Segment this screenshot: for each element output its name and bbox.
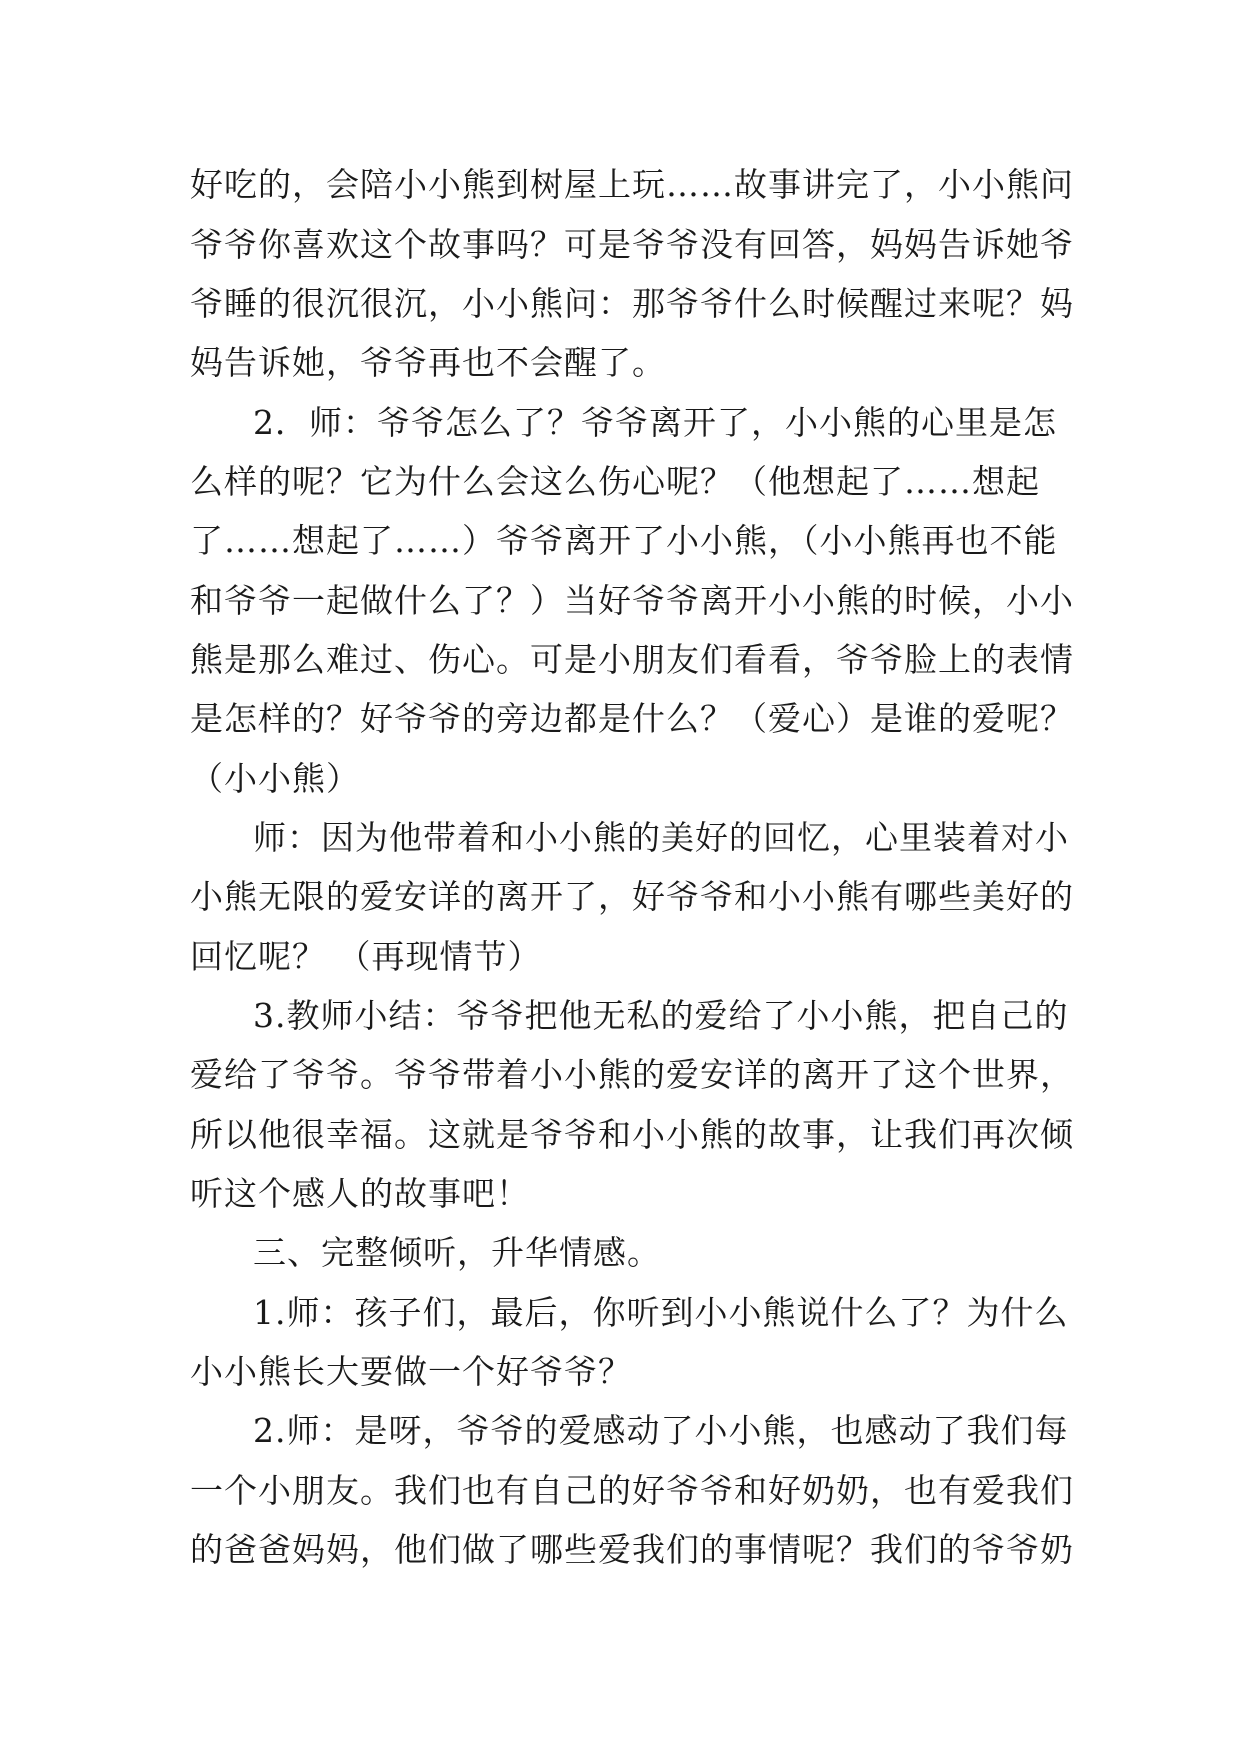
text-line: 一个小朋友。我们也有自己的好爷爷和好奶奶，也有爱我们 xyxy=(190,1471,1074,1510)
text-line: 1.师：孩子们，最后，你听到小小熊说什么了？为什么 xyxy=(253,1293,1069,1332)
text-line: 回忆呢？ （再现情节） xyxy=(190,937,542,976)
text-line: 妈告诉她，爷爷再也不会醒了。 xyxy=(190,343,666,382)
text-line: 爱给了爷爷。爷爷带着小小熊的爱安详的离开了这个世界， xyxy=(190,1055,1074,1094)
text-line: 小小熊长大要做一个好爷爷？ xyxy=(190,1352,632,1391)
text-line: 的爸爸妈妈，他们做了哪些爱我们的事情呢？我们的爷爷奶 xyxy=(190,1530,1074,1569)
text-line: 三、完整倾听，升华情感。 xyxy=(253,1233,661,1272)
text-line: 听这个感人的故事吧！ xyxy=(190,1174,530,1213)
text-line: 是怎样的？好爷爷的旁边都是什么？（爱心）是谁的爱呢？ xyxy=(190,699,1074,738)
text-line: 熊是那么难过、伤心。可是小朋友们看看，爷爷脸上的表情 xyxy=(190,640,1074,679)
text-line: 所以他很幸福。这就是爷爷和小小熊的故事，让我们再次倾 xyxy=(190,1115,1074,1154)
text-line: 小熊无限的爱安详的离开了，好爷爷和小小熊有哪些美好的 xyxy=(190,877,1074,916)
text-line: 2．师：爷爷怎么了？爷爷离开了，小小熊的心里是怎 xyxy=(253,403,1057,442)
text-line: 了……想起了……）爷爷离开了小小熊，（小小熊再也不能 xyxy=(190,521,1058,560)
text-line: 和爷爷一起做什么了？）当好爷爷离开小小熊的时候，小小 xyxy=(190,581,1074,620)
text-line: 爷睡的很沉很沉，小小熊问：那爷爷什么时候醒过来呢？妈 xyxy=(190,284,1074,323)
text-line: 好吃的，会陪小小熊到树屋上玩……故事讲完了，小小熊问 xyxy=(190,165,1074,204)
text-line: 么样的呢？它为什么会这么伤心呢？（他想起了……想起 xyxy=(190,462,1040,501)
text-line: 3.教师小结：爷爷把他无私的爱给了小小熊，把自己的 xyxy=(253,996,1069,1035)
text-line: （小小熊） xyxy=(190,759,360,798)
text-line: 师：因为他带着和小小熊的美好的回忆，心里装着对小 xyxy=(253,818,1069,857)
text-line: 爷爷你喜欢这个故事吗？可是爷爷没有回答，妈妈告诉她爷 xyxy=(190,225,1074,264)
text-line: 2.师：是呀，爷爷的爱感动了小小熊，也感动了我们每 xyxy=(253,1411,1069,1450)
